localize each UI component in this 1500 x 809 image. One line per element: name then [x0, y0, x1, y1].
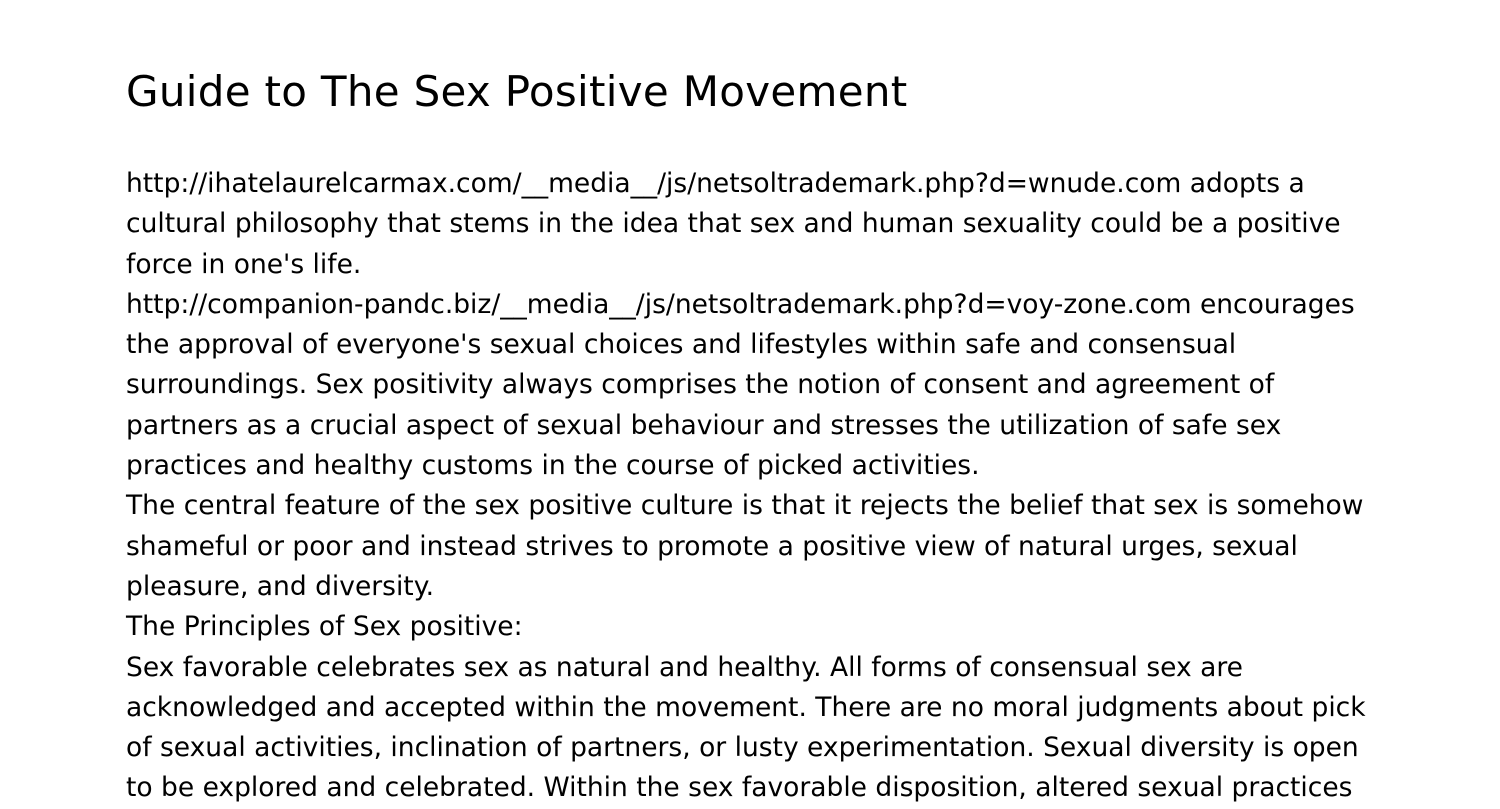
paragraph-2-text: encourages the approval of everyone's sexual choices and lifestyles within safe and consensual surroundings. Sex positivity always comprises the notion of consent and agreement of partners as a crucial aspect of sexual behaviour and stresses the utilization of safe sex practices and healthy customs in the course of picked activities.: [126, 288, 1355, 482]
paragraph-2-link[interactable]: http://companion-pandc.biz/__media__/js/netsoltrademark.php?d=voy-zone.com: [126, 288, 1192, 320]
paragraph-2: [126, 285, 1376, 486]
paragraph-1-text: adopts a cultural philosophy that stems in the idea that sex and human sexuality could be a positive force in one's life.: [126, 168, 1341, 280]
paragraph-5: Sex favorable celebrates sex as natural and healthy. All forms of consensual sex are acknowledged and accepted within the movement. There are no moral judgments about pick of sexual activities, inclination of partners, or lusty experimentation. Sexual diversity is open to be explored and celebrated. Within the sex favorable disposition, altered sexual practices: [126, 651, 1366, 804]
document-title: Guide to The Sex Positive Movement: [126, 67, 908, 116]
document-body: [126, 164, 1376, 809]
paragraph-1-link[interactable]: http://ihatelaurelcarmax.com/__media__/js/netsoltrademark.php?d=wnude.com: [126, 168, 1182, 199]
paragraph-1: [126, 164, 1376, 285]
paragraph-3: The central feature of the sex positive culture is that it rejects the belief that sex is somehow shameful or poor and instead strives to promote a positive view of natural urges, sexual pleasure, and diversity.: [126, 490, 1364, 602]
principles-heading: The Principles of Sex positive:: [126, 611, 523, 643]
